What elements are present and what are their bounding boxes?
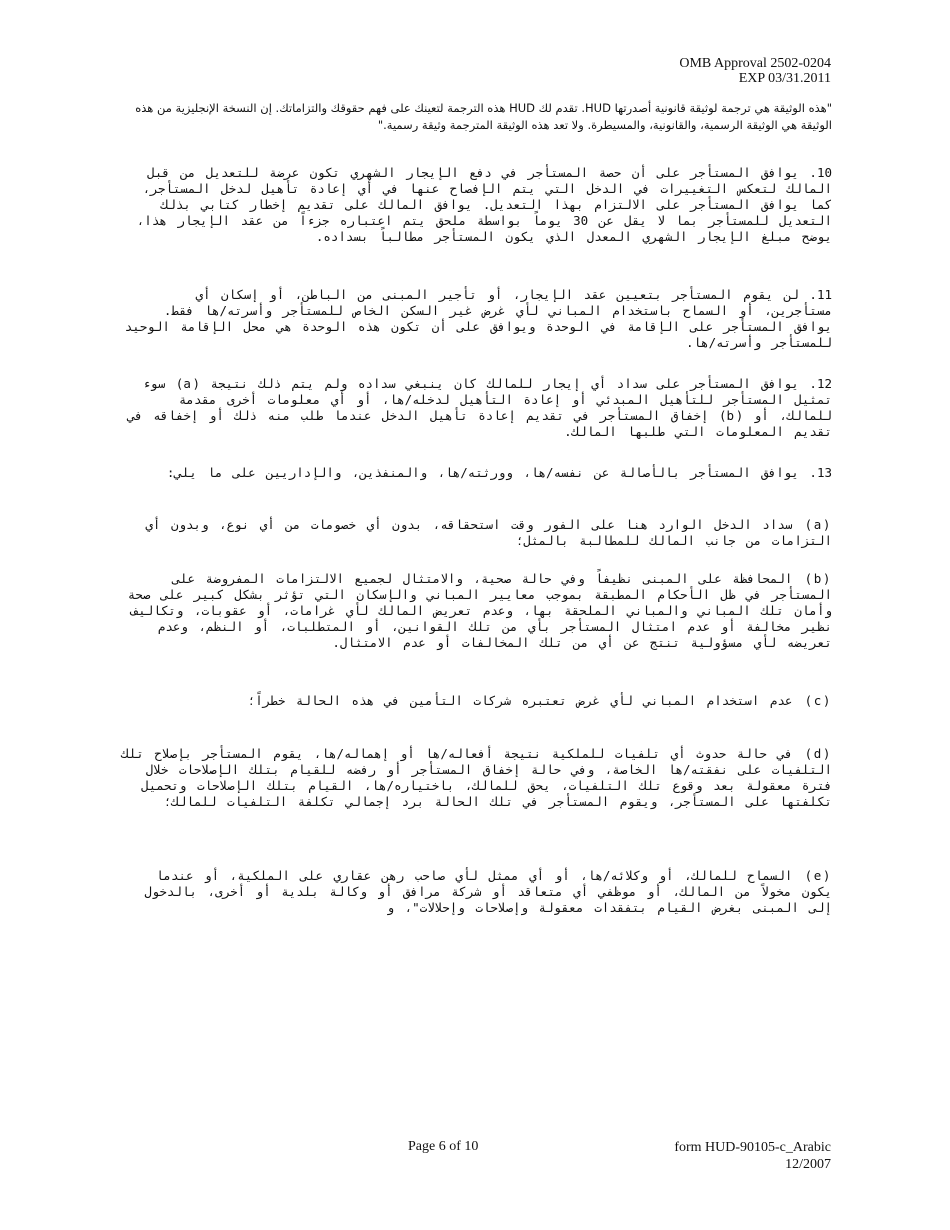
form-name: form HUD-90105-c_Arabic bbox=[674, 1140, 831, 1155]
clause-a: (a) سداد الدخل الوارد هنا على الفور وقت استحقاقه، بدون أي خصومات من أي نوع، وبدون أي التزامات من جانب المالك للمطالبة بالمثل؛ bbox=[145, 517, 832, 548]
form-date: 12/2007 bbox=[785, 1157, 831, 1172]
clause-c: (c) عدم استخدام المباني لأي غرض تعتبره شركات التأمين في هذه الحالة خطراً؛ bbox=[247, 693, 832, 708]
clause-e: (e) السماح للمالك، أو وكلائه/ها، أو أي ممثل لأي صاحب رهن عقاري على الملكية، أو عندما يكون مخولاً من المالك، أو موظفي أي متعاقد أو شركة مرافق أو وكالة بلدية أو أخرى، بالدخول إلى المبنى بغرض القيام بتفقدات معقولة وإصلاحات وإحلالات"، و bbox=[144, 868, 832, 915]
section-12: 12. يوافق المستأجر على سداد أي إيجار للمالك كان ينبغي سداده ولم يتم ذلك نتيجة (a) سوء تمثيل المستأجر للتأهيل المبدئي أو إعادة التأهيل لدخله/ها، أو أي معلومات أخرى مقدمة للمالك، أو (b) إخفاق المستأجر في تقديم إعادة تأهيل الدخل عندما طلب منه ذلك أو إخفاقه في تقديم المعلومات التي طلبها المالك. bbox=[127, 376, 832, 439]
omb-approval-number: OMB Approval 2502-0204 bbox=[679, 56, 831, 71]
omb-approval-block bbox=[679, 56, 831, 86]
expiration-date: EXP 03/31.2011 bbox=[738, 71, 831, 86]
section-13: 13. يوافق المستأجر بالأصالة عن نفسه/ها، وورثته/ها، والمنفذين، والإداريين على ما يلي: bbox=[166, 465, 832, 480]
page-number: Page 6 of 10 bbox=[408, 1139, 479, 1154]
section-11: 11. لن يقوم المستأجر بتعيين عقد الإيجار، أو تأجير المبنى من الباطن، أو إسكان أي مستأجرين، أو السماح باستخدام المباني لأي غرض غير السكن الخاص للمستأجر وأسرته/ها فقط. يوافق المستأجر على الإقامة في الوحدة ويوافق على أن تكون هذه الوحدة هي محل الإقامة الوحيد للمستأجر وأسرته/ها. bbox=[124, 287, 832, 350]
clause-b: (b) المحافظة على المبنى نظيفاً وفي حالة صحية، والامتثال لجميع الالتزامات المفروضة على المستأجر في ظل الأحكام المطبقة بموجب معايير المباني والإسكان التي تؤثر بشكل كبير على صحة وأمان تلك المباني والمباني الملحقة بها، وعدم تعريض المالك لأي غرامات، أو عقوبات، وتكاليف نظير مخالفة أو عدم امتثال المستأجر بأي من تلك القوانين، أو المتطلبات، أو النظم، وعدم تعريضه لأي مسؤولية تنتج عن أي من تلك المخالفات أو عدم الامتثال. bbox=[127, 571, 832, 650]
translation-notice: "هذه الوثيقة هي ترجمة لوثيقة قانونية أصدرتها HUD. تقدم لك HUD هذه الترجمة لتعينك على فهم حقوقك والتزاماتك. إن النسخة الإنجليزية من هذه الوثيقة هي الوثيقة الرسمية، والقانونية، والمسيطرة. ولا تعد هذه الوثيقة المترجمة وثيقة رسمية." bbox=[135, 101, 832, 132]
clause-d: (d) في حالة حدوث أي تلفيات للملكية نتيجة أفعاله/ها أو إهماله/ها، يقوم المستأجر بإصلاح تلك التلفيات على نفقته/ها الخاصة، وفي حالة إخفاق المستأجر أو رفضه للقيام بتلك الإصلاحات خلال فترة معقولة بعد وقوع تلك التلفيات، يحق للمالك، باختياره/ها، القيام بتلك الإصلاحات وتحميل تكلفتها على المستأجر، ويقوم المستأجر في تلك الحالة برد إجمالي تكلفة التلفيات للمالك؛ bbox=[121, 746, 832, 809]
section-10: 10. يوافق المستأجر على أن حصة المستأجر في دفع الإيجار الشهري تكون عرضة للتعديل من قبل المالك لتعكس التغييرات في الدخل التي يتم الإفصاح عنها في أي إعادة تأهيل لدخل المستأجر، كما يوافق المستأجر على الالتزام بهذا التعديل. يوافق المالك على تقديم إخطار كتابي بذلك التعديل للمستأجر بما لا يقل عن 30 يوماً بواسطة ملحق يتم اعتباره جزءاً من عقد الإيجار هذا، يوضح مبلغ الإيجار الشهري المعدل الذي يكون المستأجر مطالباً بسداده. bbox=[136, 165, 832, 244]
form-identifier-block bbox=[674, 1139, 831, 1173]
